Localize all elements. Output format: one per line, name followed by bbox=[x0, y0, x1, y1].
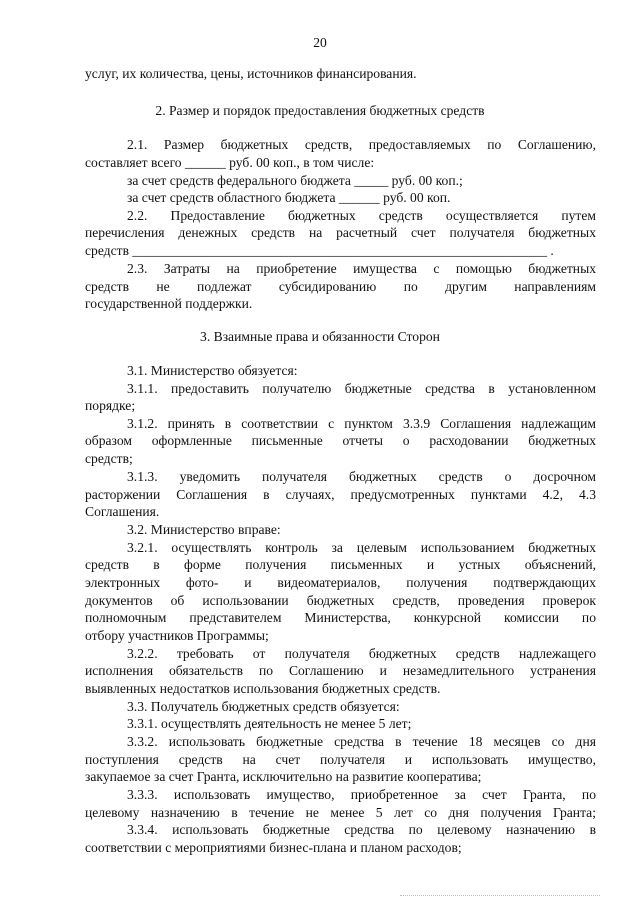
text-line: средств не подлежат субсидированию по другим направлениям bbox=[85, 279, 596, 294]
text-line: за счет средств областного бюджета ______ руб. 00 коп. bbox=[127, 190, 451, 205]
text-line: целевому назначению в течение не менее 5 лет со дня получения Гранта; bbox=[85, 805, 596, 820]
text-line: средств _____________________________________________________________ . bbox=[85, 243, 554, 258]
text-line: 3.2.1. осуществлять контроль за целевым использованием бюджетных bbox=[127, 540, 596, 555]
text-line: документов об использовании бюджетных средств, проведения проверок bbox=[85, 593, 596, 608]
text-line: 3.2.2. требовать от получателя бюджетных средств надлежащего bbox=[127, 646, 596, 661]
text-line: 2.1. Размер бюджетных средств, предоставляемых по Соглашению, bbox=[127, 137, 596, 152]
text-line: составляет всего ______ руб. 00 коп., в том числе: bbox=[85, 155, 375, 170]
text-line: полномочным представителем Министерства, конкурсной комиссии по bbox=[85, 610, 596, 625]
text-line: 3.1.3. уведомить получателя бюджетных средств о досрочном bbox=[127, 469, 596, 484]
page-bottom-divider bbox=[400, 895, 600, 896]
text-line: 3.3.3. использовать имущество, приобретенное за счет Гранта, по bbox=[127, 787, 596, 802]
text-line: услуг, их количества, цены, источников финансирования. bbox=[85, 66, 417, 81]
text-line: средств; bbox=[85, 451, 133, 466]
page-number: 20 bbox=[313, 35, 327, 50]
text-line: образом оформленные письменные отчеты о расходовании бюджетных bbox=[85, 433, 596, 448]
text-line: 3.3. Получатель бюджетных средств обязуется: bbox=[127, 699, 400, 714]
text-line: поступления средств на счет получателя и использовать имущество, bbox=[85, 752, 596, 767]
text-line: перечисления денежных средств на расчетный счет получателя бюджетных bbox=[85, 225, 596, 240]
text-line: закупаемое за счет Гранта, исключительно на развитие кооператива; bbox=[85, 769, 482, 784]
text-line: расторжении Соглашения в случаях, предусмотренных пунктами 4.2, 4.3 bbox=[85, 487, 596, 502]
text-line: 3.1.2. принять в соответствии с пунктом 3.3.9 Соглашения надлежащим bbox=[127, 416, 596, 431]
text-line: порядке; bbox=[85, 398, 136, 413]
text-line: 3.3.4. использовать бюджетные средства по целевому назначению в bbox=[127, 822, 596, 837]
text-line: выявленных недостатков использования бюджетных средств. bbox=[85, 681, 441, 696]
text-line: 3.3.1. осуществлять деятельность не менее 5 лет; bbox=[127, 716, 412, 731]
section-heading: 2. Размер и порядок предоставления бюджетных средств bbox=[155, 103, 485, 118]
text-line: 3.3.2. использовать бюджетные средства в течение 18 месяцев со дня bbox=[127, 734, 596, 749]
text-line: отбору участников Программы; bbox=[85, 628, 269, 643]
text-line: 3.1. Министерство обязуется: bbox=[127, 363, 298, 378]
text-line: Соглашения. bbox=[85, 504, 160, 519]
text-line: электронных фото- и видеоматериалов, получения подтверждающих bbox=[85, 575, 596, 590]
text-line: за счет средств федерального бюджета _____ руб. 00 коп.; bbox=[127, 173, 463, 188]
text-line: средств в форме получения письменных и устных объяснений, bbox=[85, 557, 596, 572]
text-line: государственной поддержки. bbox=[85, 296, 253, 311]
text-line: 2.2. Предоставление бюджетных средств осуществляется путем bbox=[127, 208, 596, 223]
text-line: соответствии с мероприятиями бизнес-плана и планом расходов; bbox=[85, 840, 462, 855]
text-line: исполнения обязательств по Соглашению и незамедлительного устранения bbox=[85, 663, 596, 678]
text-line: 3.1.1. предоставить получателю бюджетные средства в установленном bbox=[127, 381, 596, 396]
text-line: 3.2. Министерство вправе: bbox=[127, 522, 281, 537]
section-heading: 3. Взаимные права и обязанности Сторон bbox=[200, 329, 440, 344]
text-line: 2.3. Затраты на приобретение имущества с помощью бюджетных bbox=[127, 261, 596, 276]
